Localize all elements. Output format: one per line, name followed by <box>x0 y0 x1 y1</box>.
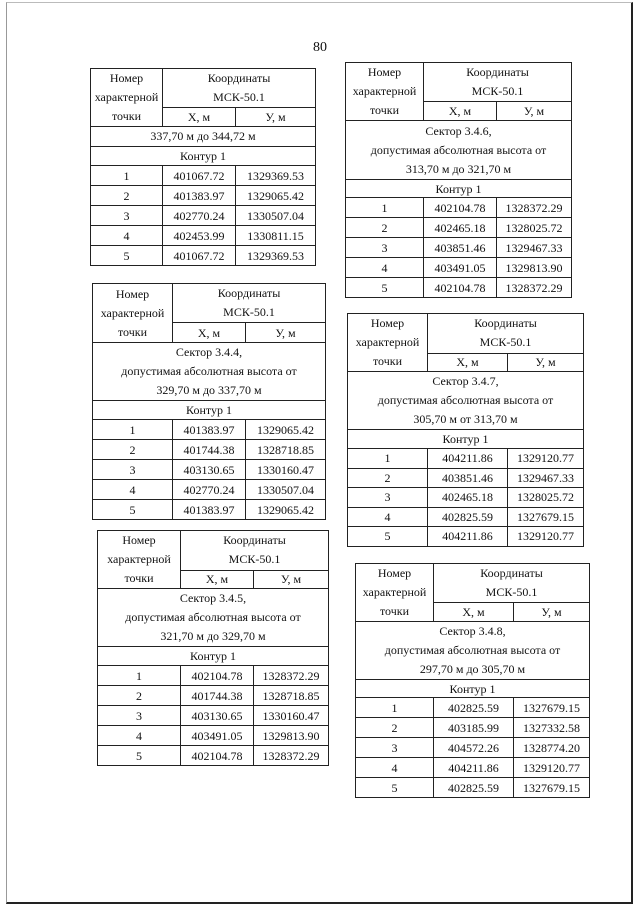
point-number: 1 <box>93 420 173 440</box>
point-number-header: Номер характерной точки <box>356 564 434 622</box>
point-number: 4 <box>93 480 173 500</box>
x-coordinate: 402825.59 <box>434 778 514 798</box>
table-row <box>346 278 572 298</box>
x-coordinate: 404572.26 <box>434 738 514 758</box>
point-number-header: Номер характерной точки <box>346 63 424 121</box>
point-number: 2 <box>93 440 173 460</box>
y-coordinate: 1328025.72 <box>508 488 584 508</box>
point-number: 5 <box>98 746 181 766</box>
y-column-header: У, м <box>514 603 590 622</box>
point-number: 4 <box>346 258 424 278</box>
table-row <box>356 778 590 798</box>
point-number: 1 <box>348 449 428 469</box>
y-column-header: У, м <box>246 323 326 343</box>
x-coordinate: 402825.59 <box>434 698 514 718</box>
table-row <box>91 226 316 246</box>
x-coordinate: 401383.97 <box>173 500 246 520</box>
point-number: 1 <box>98 666 181 686</box>
table-row <box>91 166 316 186</box>
contour-label: Контур 1 <box>91 147 316 166</box>
coordinates-table <box>355 563 590 798</box>
y-column-header: У, м <box>236 108 316 127</box>
y-coordinate: 1327679.15 <box>508 507 584 527</box>
point-number: 2 <box>348 468 428 488</box>
coordinates-header: Координаты МСК-50.1 <box>428 314 584 354</box>
y-coordinate: 1329813.90 <box>497 258 572 278</box>
coordinates-header: Координаты МСК-50.1 <box>163 69 316 108</box>
contour-label: Контур 1 <box>93 401 326 420</box>
y-coordinate: 1330160.47 <box>246 460 326 480</box>
x-coordinate: 402465.18 <box>428 488 508 508</box>
x-coordinate: 402465.18 <box>424 218 497 238</box>
y-coordinate: 1330160.47 <box>254 706 329 726</box>
table-row <box>348 507 584 527</box>
x-coordinate: 403851.46 <box>428 468 508 488</box>
point-number-header: Номер характерной точки <box>93 284 173 343</box>
coordinates-table <box>347 313 584 547</box>
x-column-header: X, м <box>173 323 246 343</box>
table-row <box>98 706 329 726</box>
coordinates-header: Координаты МСК-50.1 <box>181 531 329 571</box>
x-coordinate: 402104.78 <box>181 666 254 686</box>
point-number-header: Номер характерной точки <box>348 314 428 372</box>
x-coordinate: 403130.65 <box>173 460 246 480</box>
point-number: 3 <box>356 738 434 758</box>
x-coordinate: 402104.78 <box>424 278 497 298</box>
x-column-header: X, м <box>434 603 514 622</box>
x-coordinate: 403491.05 <box>181 726 254 746</box>
y-coordinate: 1328025.72 <box>497 218 572 238</box>
y-column-header: У, м <box>497 102 572 121</box>
point-number: 1 <box>91 166 163 186</box>
contour-label: Контур 1 <box>346 180 572 198</box>
point-number: 2 <box>98 686 181 706</box>
point-number: 3 <box>91 206 163 226</box>
sector-caption: Сектор 3.4.4, допустимая абсолютная высота от 329,70 м до 337,70 м <box>93 343 326 401</box>
x-coordinate: 401383.97 <box>163 186 236 206</box>
table-row <box>98 746 329 766</box>
coordinates-table <box>92 283 326 520</box>
y-coordinate: 1330507.04 <box>236 206 316 226</box>
table-row <box>346 238 572 258</box>
point-number-header: Номер характерной точки <box>91 69 163 127</box>
x-coordinate: 402453.99 <box>163 226 236 246</box>
point-number: 2 <box>91 186 163 206</box>
point-number: 5 <box>91 246 163 266</box>
point-number: 4 <box>356 758 434 778</box>
table-row <box>348 468 584 488</box>
table-row <box>348 527 584 547</box>
coordinates-header: Координаты МСК-50.1 <box>434 564 590 603</box>
point-number: 3 <box>348 488 428 508</box>
y-column-header: У, м <box>254 570 329 588</box>
table-row <box>98 726 329 746</box>
x-coordinate: 403851.46 <box>424 238 497 258</box>
table-row <box>93 420 326 440</box>
table-row <box>346 198 572 218</box>
table-row <box>356 698 590 718</box>
table-row <box>348 449 584 469</box>
coordinates-table <box>90 68 316 266</box>
point-number: 1 <box>346 198 424 218</box>
table-row <box>93 460 326 480</box>
point-number: 1 <box>356 698 434 718</box>
coordinates-table <box>97 530 329 766</box>
table-row <box>93 480 326 500</box>
x-coordinate: 403185.99 <box>434 718 514 738</box>
x-coordinate: 402770.24 <box>163 206 236 226</box>
y-coordinate: 1329120.77 <box>514 758 590 778</box>
y-coordinate: 1328372.29 <box>497 198 572 218</box>
y-coordinate: 1328372.29 <box>254 746 329 766</box>
table-row <box>93 500 326 520</box>
contour-label: Контур 1 <box>98 647 329 666</box>
point-number: 5 <box>348 527 428 547</box>
y-coordinate: 1329065.42 <box>246 420 326 440</box>
y-coordinate: 1328774.20 <box>514 738 590 758</box>
coordinates-header: Координаты МСК-50.1 <box>173 284 326 323</box>
table-row <box>91 186 316 206</box>
y-coordinate: 1329467.33 <box>508 468 584 488</box>
sector-caption: Сектор 3.4.7, допустимая абсолютная высота от 305,70 м от 313,70 м <box>348 372 584 430</box>
point-number: 5 <box>346 278 424 298</box>
y-coordinate: 1330811.15 <box>236 226 316 246</box>
x-column-header: X, м <box>428 353 508 371</box>
table-row <box>91 246 316 266</box>
contour-label: Контур 1 <box>356 680 590 698</box>
contour-label: Контур 1 <box>348 430 584 449</box>
x-coordinate: 401744.38 <box>173 440 246 460</box>
x-coordinate: 401383.97 <box>173 420 246 440</box>
sector-caption: Сектор 3.4.8, допустимая абсолютная высота от 297,70 м до 305,70 м <box>356 622 590 680</box>
y-coordinate: 1328372.29 <box>254 666 329 686</box>
table-row <box>98 666 329 686</box>
y-coordinate: 1330507.04 <box>246 480 326 500</box>
table-row <box>91 206 316 226</box>
x-coordinate: 404211.86 <box>428 449 508 469</box>
table-row <box>348 488 584 508</box>
point-number: 3 <box>346 238 424 258</box>
coordinates-header: Координаты МСК-50.1 <box>424 63 572 102</box>
page-number: 80 <box>313 40 327 55</box>
y-column-header: У, м <box>508 353 584 371</box>
y-coordinate: 1329813.90 <box>254 726 329 746</box>
table-row <box>356 718 590 738</box>
point-number: 4 <box>98 726 181 746</box>
sector-caption: Сектор 3.4.6, допустимая абсолютная высота от 313,70 м до 321,70 м <box>346 121 572 180</box>
table-row <box>356 758 590 778</box>
y-coordinate: 1327332.58 <box>514 718 590 738</box>
point-number: 5 <box>93 500 173 520</box>
y-coordinate: 1328372.29 <box>497 278 572 298</box>
table-row <box>346 218 572 238</box>
point-number: 4 <box>348 507 428 527</box>
y-coordinate: 1329369.53 <box>236 166 316 186</box>
y-coordinate: 1329120.77 <box>508 449 584 469</box>
table-row <box>346 258 572 278</box>
x-coordinate: 402104.78 <box>181 746 254 766</box>
y-coordinate: 1329065.42 <box>236 186 316 206</box>
x-coordinate: 402770.24 <box>173 480 246 500</box>
x-coordinate: 404211.86 <box>428 527 508 547</box>
point-number: 5 <box>356 778 434 798</box>
y-coordinate: 1329120.77 <box>508 527 584 547</box>
x-coordinate: 402104.78 <box>424 198 497 218</box>
table-row <box>356 738 590 758</box>
x-coordinate: 401744.38 <box>181 686 254 706</box>
sector-caption: Сектор 3.4.5, допустимая абсолютная высота от 321,70 м до 329,70 м <box>98 589 329 647</box>
y-coordinate: 1329065.42 <box>246 500 326 520</box>
point-number: 2 <box>356 718 434 738</box>
x-coordinate: 402825.59 <box>428 507 508 527</box>
x-coordinate: 404211.86 <box>434 758 514 778</box>
x-column-header: X, м <box>424 102 497 121</box>
x-coordinate: 403491.05 <box>424 258 497 278</box>
table-row <box>98 686 329 706</box>
point-number-header: Номер характерной точки <box>98 531 181 589</box>
x-coordinate: 403130.65 <box>181 706 254 726</box>
y-coordinate: 1327679.15 <box>514 698 590 718</box>
sector-caption: 337,70 м до 344,72 м <box>91 127 316 147</box>
point-number: 3 <box>93 460 173 480</box>
point-number: 2 <box>346 218 424 238</box>
point-number: 4 <box>91 226 163 246</box>
y-coordinate: 1329369.53 <box>236 246 316 266</box>
y-coordinate: 1329467.33 <box>497 238 572 258</box>
coordinates-table <box>345 62 572 298</box>
x-column-header: X, м <box>181 570 254 588</box>
table-row <box>93 440 326 460</box>
y-coordinate: 1328718.85 <box>254 686 329 706</box>
x-column-header: X, м <box>163 108 236 127</box>
y-coordinate: 1328718.85 <box>246 440 326 460</box>
y-coordinate: 1327679.15 <box>514 778 590 798</box>
x-coordinate: 401067.72 <box>163 246 236 266</box>
x-coordinate: 401067.72 <box>163 166 236 186</box>
point-number: 3 <box>98 706 181 726</box>
